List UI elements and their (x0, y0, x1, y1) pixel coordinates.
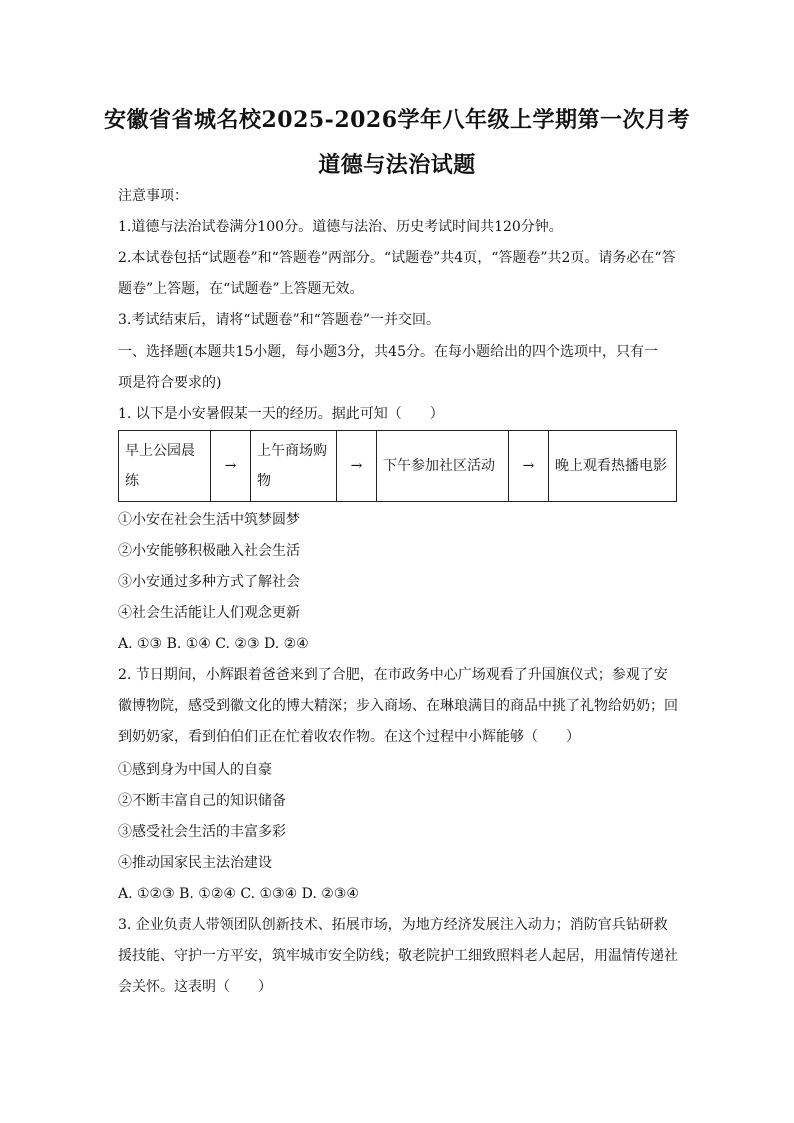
question-2-option-2: ②不断丰富自己的知识储备 (118, 793, 286, 809)
flow-step-morning: 早上公园晨练 (119, 431, 211, 502)
question-2-stem: 2. 节日期间，小辉跟着爸爸来到了合肥，在市政务中心广场观看了升国旗仪式；参观了安 (118, 667, 668, 683)
section-heading-cont: 项是符合要求的) (118, 375, 222, 391)
notice-item-1: 1.道德与法治试卷满分100分。道德与法治、历史考试时间共120分钟。 (118, 219, 563, 235)
question-2-option-3: ③感受社会生活的丰富多彩 (118, 824, 286, 840)
question-1-flow-table (118, 430, 677, 502)
question-1-stem: 1. 以下是小安暑假某一天的经历。据此可知（ ） (118, 406, 444, 422)
question-2-stem-cont: 到奶奶家，看到伯伯们正在忙着收农作物。在这个过程中小辉能够（ ） (118, 729, 580, 745)
question-1-option-4: ④社会生活能让人们观念更新 (118, 605, 300, 621)
flow-step-evening: 晚上观看热播电影 (549, 431, 677, 502)
flow-step-afternoon: 下午参加社区活动 (377, 431, 509, 502)
question-2-choices: A. ①②③ B. ①②④ C. ①③④ D. ②③④ (118, 886, 359, 902)
question-2-option-1: ①感到身为中国人的自豪 (118, 762, 272, 778)
question-1-option-2: ②小安能够积极融入社会生活 (118, 543, 300, 559)
exam-title: 安徽省省城名校2025-2026学年八年级上学期第一次月考 (103, 107, 691, 133)
flow-arrow: → (211, 431, 251, 502)
notice-item-3: 3.考试结束后，请将“试题卷”和“答题卷”一并交回。 (118, 312, 440, 328)
flow-step-forenoon: 上午商场购物 (251, 431, 337, 502)
question-3-stem-cont: 援技能、守护一方平安，筑牢城市安全防线；敬老院护工细致照料老人起居，用温情传递社 (118, 948, 678, 964)
notice-item-2b: 题卷”上答题，在“试题卷”上答题无效。 (118, 281, 364, 297)
question-3-stem: 3. 企业负责人带领团队创新技术、拓展市场，为地方经济发展注入动力；消防官兵钻研救 (118, 917, 668, 933)
exam-subtitle: 道德与法治试题 (318, 152, 476, 178)
question-2-option-4: ④推动国家民主法治建设 (118, 855, 272, 871)
notice-item-2a: 2.本试卷包括“试题卷”和“答题卷”两部分。“试题卷”共4页，“答题卷”共2页。请务必在“答 (118, 250, 676, 266)
question-2-stem-cont: 徽博物院，感受到徽文化的博大精深；步入商场、在琳琅满目的商品中挑了礼物给奶奶；回 (118, 698, 678, 714)
question-3-stem-cont: 会关怀。这表明（ ） (118, 979, 272, 995)
question-1-choices: A. ①③ B. ①④ C. ②③ D. ②④ (118, 636, 309, 652)
section-heading: 一、选择题(本题共15小题，每小题3分，共45分。在每小题给出的四个选项中，只有一 (118, 344, 658, 360)
flow-arrow: → (337, 431, 377, 502)
flow-arrow: → (509, 431, 549, 502)
question-1-option-1: ①小安在社会生活中筑梦圆梦 (118, 512, 300, 528)
notice-heading: 注意事项： (118, 188, 188, 204)
question-1-option-3: ③小安通过多种方式了解社会 (118, 574, 300, 590)
